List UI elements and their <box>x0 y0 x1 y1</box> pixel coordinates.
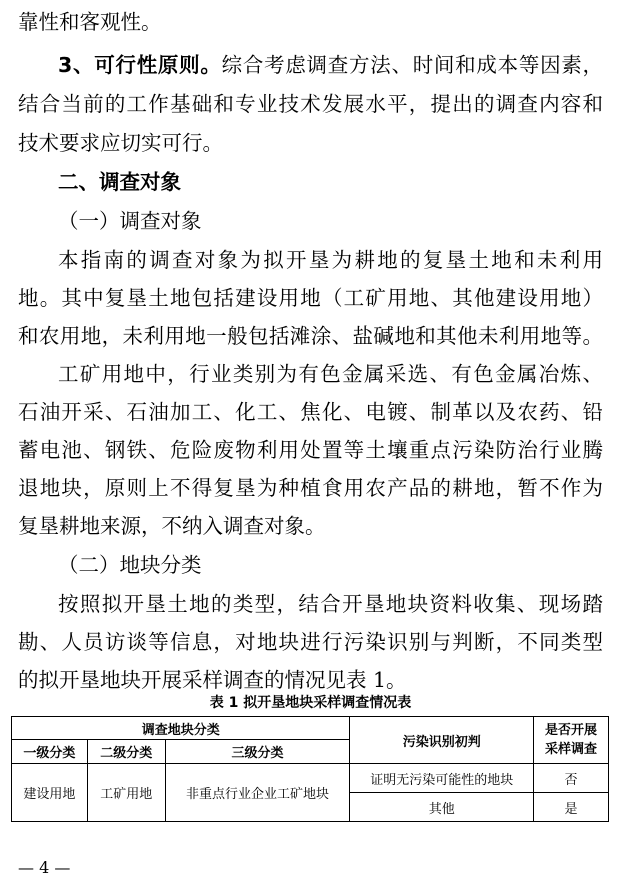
text-line: 工矿用地中，行业类别为有色金属采选、有色金属冶炼、 <box>58 362 603 386</box>
text-line: 结合当前的工作基础和专业技术发展水平，提出的调查内容和 <box>18 92 603 116</box>
text-line: 和农用地，未利用地一般包括滩涂、盐碱地和其他未利用地等。 <box>18 324 603 348</box>
table-header-level1: 一级分类 <box>12 740 88 764</box>
subsection-heading: （二）地块分类 <box>58 553 202 577</box>
table-cell-level2: 工矿用地 <box>87 764 165 822</box>
table-cell-judge: 证明无污染可能性的地块 <box>350 764 534 793</box>
text-line: 勘、人员访谈等信息，对地块进行污染识别与判断，不同类型 <box>18 630 603 654</box>
principle-text: 综合考虑调查方法、时间和成本等因素， <box>221 53 604 77</box>
table-cell-level3: 非重点行业企业工矿地块 <box>165 764 350 822</box>
table-header-judge: 污染识别初判 <box>350 717 534 764</box>
text-line: 本指南的调查对象为拟开垦为耕地的复垦土地和未利用 <box>58 248 603 272</box>
page-number: — 4 — <box>18 858 71 877</box>
table-cell-level1: 建设用地 <box>12 764 88 822</box>
text-line: 石油开采、石油加工、化工、焦化、电镀、制革以及农药、铅 <box>18 400 603 424</box>
table-group-header: 调查地块分类 <box>12 717 350 740</box>
text-line: 蓄电池、钢铁、危险废物利用处置等土壤重点污染防治行业腾 <box>18 438 603 462</box>
text-line: 退地块，原则上不得复垦为种植食用农产品的耕地，暂不作为 <box>18 476 603 500</box>
text-line: 的拟开垦地块开展采样调查的情况见表 1。 <box>18 668 407 692</box>
table-cell-judge: 其他 <box>350 793 534 822</box>
text-line: 地。其中复垦土地包括建设用地（工矿用地、其他建设用地） <box>18 286 603 310</box>
table-cell-sample: 否 <box>534 764 609 793</box>
table-caption: 表 1 拟开垦地块采样调查情况表 <box>209 695 412 711</box>
table-cell-sample: 是 <box>534 793 609 822</box>
text-line: 按照拟开垦土地的类型，结合开垦地块资料收集、现场踏 <box>58 592 603 616</box>
table-header-sample: 是否开展采样调查 <box>534 717 609 764</box>
table-header-level2: 二级分类 <box>87 740 165 764</box>
principle-heading: 3、可行性原则。 <box>58 53 222 77</box>
feasibility-principle-line <box>58 53 603 77</box>
text-line: 技术要求应切实可行。 <box>18 131 223 155</box>
sampling-survey-table <box>11 716 609 822</box>
text-line: 复垦耕地来源，不纳入调查对象。 <box>18 514 326 538</box>
table-header-level3: 三级分类 <box>165 740 350 764</box>
subsection-heading: （一）调查对象 <box>58 209 202 233</box>
section-heading: 二、调查对象 <box>58 170 181 194</box>
text-line: 靠性和客观性。 <box>18 10 162 34</box>
